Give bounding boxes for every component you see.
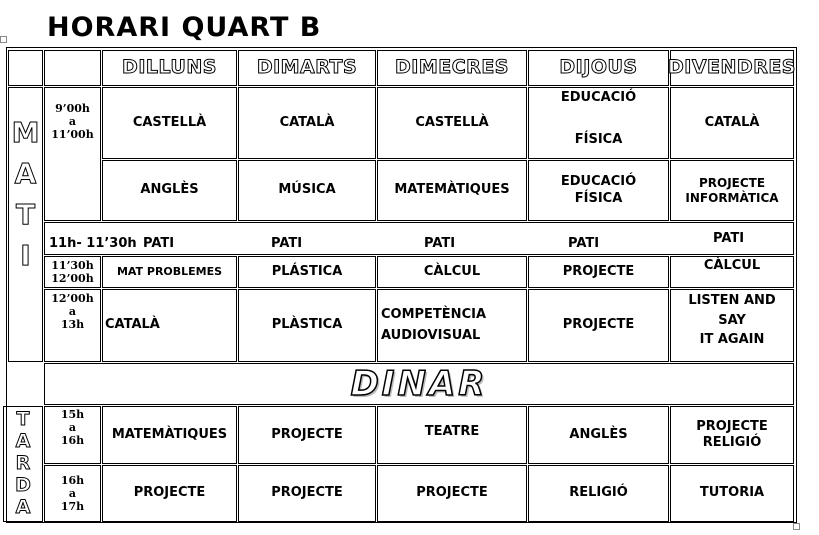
- time-cell-afternoon-1: 15h a 16h: [44, 406, 101, 464]
- time-cell-morning-2: 11’30h 12’00h: [44, 256, 101, 288]
- pati-wed: PATI: [424, 236, 456, 251]
- cell-r2-mon: ANGLÈS: [102, 160, 237, 221]
- cell-r6-tue: PROJECTE: [238, 465, 376, 522]
- cell-r1-wed: CASTELLÀ: [377, 87, 527, 159]
- day-header-fri: DIVENDRES: [670, 50, 794, 86]
- cell-r6-wed: PROJECTE: [377, 465, 527, 522]
- dinar-label: DINAR: [350, 363, 488, 404]
- time-cell-morning-3: 12’00h a 13h: [44, 289, 101, 362]
- header-corner-time: [44, 50, 101, 86]
- dinar-row: [44, 363, 794, 405]
- cell-r3-tue: PLÁSTICA: [238, 256, 376, 288]
- page-title: HORARI QUART B: [47, 12, 322, 43]
- mati-vertical-label: M A T I: [11, 116, 40, 272]
- day-header-wed: DIMECRES: [377, 50, 527, 86]
- cell-r1-fri: CATALÀ: [670, 87, 794, 159]
- cell-r1-thu: EDUCACIÓ FÍSICA: [528, 87, 669, 159]
- header-corner-left: [8, 50, 43, 86]
- cell-r5-fri: PROJECTE RELIGIÓ: [670, 406, 794, 464]
- cell-r1-tue: CATALÀ: [238, 87, 376, 159]
- cell-r4-thu: PROJECTE: [528, 289, 669, 362]
- cell-r3-wed: CÀLCUL: [377, 256, 527, 288]
- cell-r4-fri: LISTEN AND SAY IT AGAIN: [670, 289, 794, 362]
- cell-r6-mon: PROJECTE: [102, 465, 237, 522]
- cell-r5-mon: MATEMÀTIQUES: [102, 406, 237, 464]
- day-header-thu: DIJOUS: [528, 50, 669, 86]
- cell-r6-fri: TUTORIA: [670, 465, 794, 522]
- cell-r6-thu: RELIGIÓ: [528, 465, 669, 522]
- cell-r2-fri: PROJECTE INFORMÀTICA: [670, 160, 794, 221]
- cell-r3-fri: CÀLCUL: [670, 256, 794, 288]
- time-cell-morning-1: 9’00h a 11’00h: [44, 87, 101, 221]
- day-header-mon: DILLUNS: [102, 50, 237, 86]
- cell-r5-thu: ANGLÈS: [528, 406, 669, 464]
- table-resize-handle[interactable]: [793, 523, 800, 530]
- cell-r2-wed: MATEMÀTIQUES: [377, 160, 527, 221]
- cell-r5-wed: TEATRE: [377, 406, 527, 464]
- pati-tue: PATI: [271, 236, 303, 251]
- pati-time: 11h- 11’30h: [49, 236, 137, 251]
- pati-fri: PATI: [713, 231, 745, 246]
- pati-mon: PATI: [143, 236, 175, 251]
- cell-r2-thu: EDUCACIÓ FÍSICA: [528, 160, 669, 221]
- cell-r4-wed: COMPETÈNCIA AUDIOVISUAL: [377, 289, 527, 362]
- cell-r1-mon: CASTELLÀ: [102, 87, 237, 159]
- cell-r5-tue: PROJECTE: [238, 406, 376, 464]
- pati-thu: PATI: [568, 236, 600, 251]
- day-header-tue: DIMARTS: [238, 50, 376, 86]
- tarda-vertical-label: T A R D A: [15, 408, 31, 518]
- cell-r3-mon: MAT PROBLEMES: [102, 256, 237, 288]
- cell-r2-tue: MÚSICA: [238, 160, 376, 221]
- cell-r4-mon: CATALÀ: [102, 289, 237, 362]
- cell-r3-thu: PROJECTE: [528, 256, 669, 288]
- time-cell-afternoon-2: 16h a 17h: [44, 465, 101, 522]
- cell-r4-tue: PLÀSTICA: [238, 289, 376, 362]
- table-move-handle[interactable]: [0, 36, 7, 43]
